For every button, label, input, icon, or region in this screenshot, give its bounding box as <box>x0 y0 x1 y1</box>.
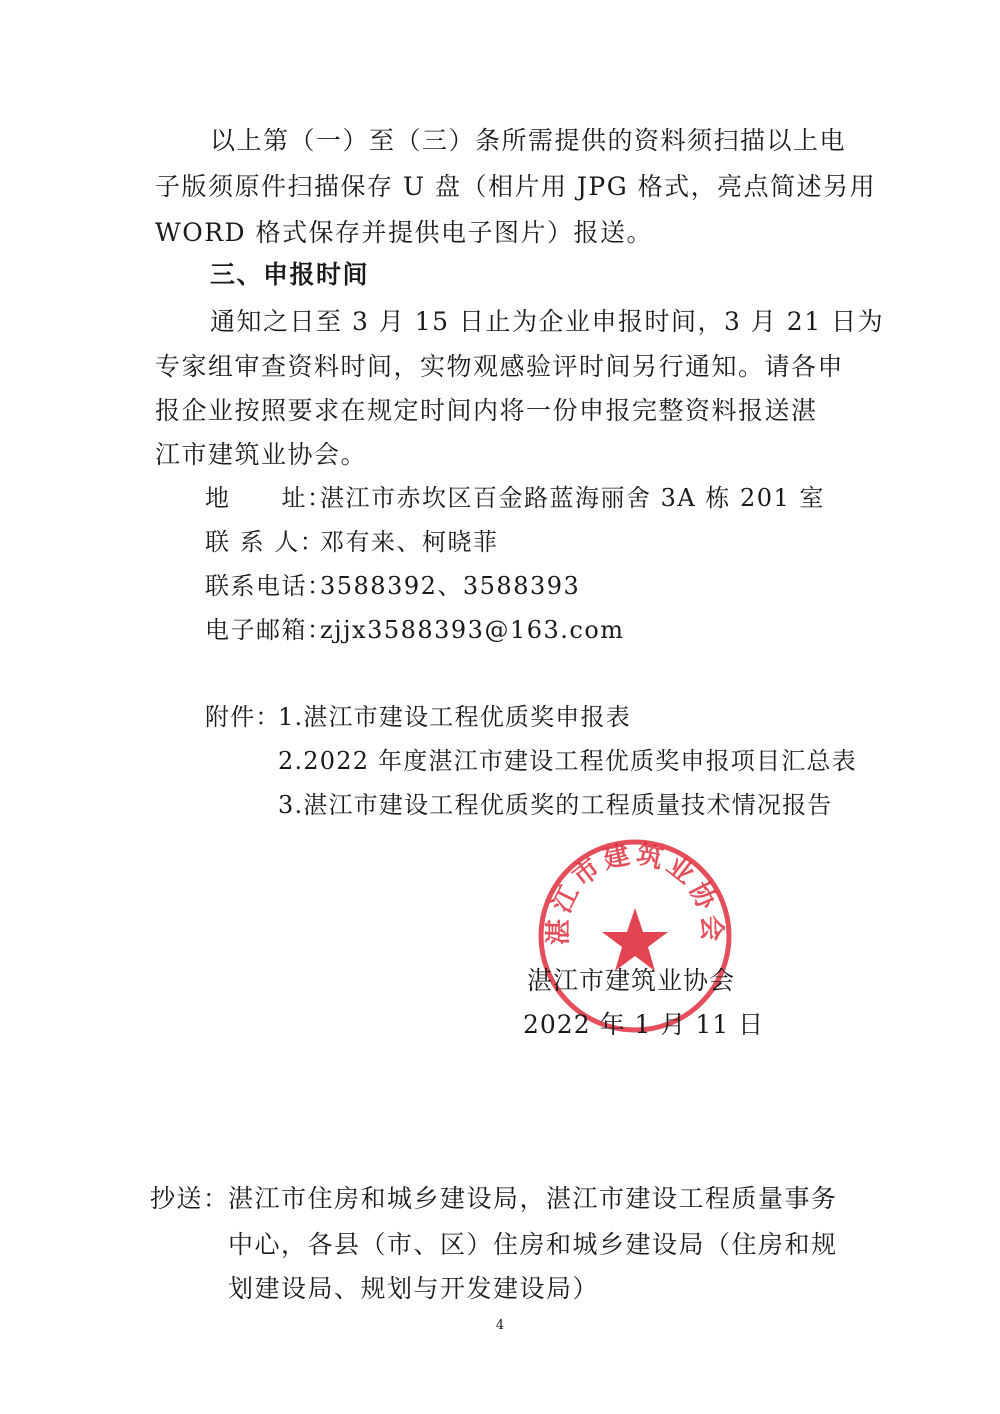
signature-date: 2022 年 1 月 11 日 <box>523 1010 765 1039</box>
contact-phone-row <box>205 571 580 601</box>
seal-arc-path-text: 湛江市建筑业协会 <box>543 839 727 946</box>
section3-line-3: 报企业按照要求在规定时间内将一份申报完整资料报送湛 <box>155 396 818 425</box>
section3-line-2: 专家组审查资料时间，实物观感验评时间另行通知。请各申 <box>155 352 845 381</box>
intro-line-1: 以上第（一）至（三）条所需提供的资料须扫描以上电 <box>210 126 847 155</box>
cc-line-2: 中心，各县（市、区）住房和城乡建设局（住房和规 <box>228 1230 838 1259</box>
section-heading: 三、申报时间 <box>210 260 370 289</box>
section3-line-4: 江市建筑业协会。 <box>155 440 368 469</box>
cc-line-3: 划建设局、规划与开发建设局） <box>228 1274 600 1303</box>
contact-address-label: 地 址： <box>205 484 333 512</box>
attachment-label: 附件： <box>205 703 281 731</box>
contact-address-row <box>205 483 825 513</box>
signature-org: 湛江市建筑业协会 <box>527 966 736 995</box>
attachment-item-2: 2.2022 年度湛江市建设工程优质奖申报项目汇总表 <box>278 747 857 775</box>
intro-line-2: 子版须原件扫描保存 U 盘（相片用 JPG 格式，亮点简述另用 <box>155 172 877 201</box>
attachment-item-1: 1.湛江市建设工程优质奖申报表 <box>278 703 631 731</box>
page-number: 4 <box>495 1318 505 1333</box>
cc-line-1: 湛江市住房和城乡建设局，湛江市建设工程质量事务 <box>228 1184 838 1213</box>
contact-email-row <box>205 615 625 645</box>
contact-phone-value: 3588392、3588393 <box>320 572 581 600</box>
section3-line-1: 通知之日至 3 月 15 日止为企业申报时间，3 月 21 日为 <box>210 307 885 336</box>
cc-label: 抄送： <box>150 1184 230 1213</box>
contact-address-value: 湛江市赤坎区百金路蓝海丽舍 3A 栋 201 室 <box>320 484 825 512</box>
attachment-item-3: 3.湛江市建设工程优质奖的工程质量技术情况报告 <box>278 791 833 819</box>
contact-person-value: 邓有来、柯晓菲 <box>320 528 499 556</box>
seal-star-icon <box>602 908 668 971</box>
contact-email-label: 电子邮箱： <box>205 616 333 644</box>
contact-email-value[interactable]: zjjx3588393@163.com <box>320 616 625 644</box>
contact-phone-label: 联系电话： <box>205 572 333 600</box>
intro-line-3: WORD 格式保存并提供电子图片）报送。 <box>155 218 654 247</box>
contact-person-label: 联 系 人： <box>205 528 326 556</box>
official-seal <box>535 836 735 1036</box>
contact-person-row <box>205 527 499 557</box>
